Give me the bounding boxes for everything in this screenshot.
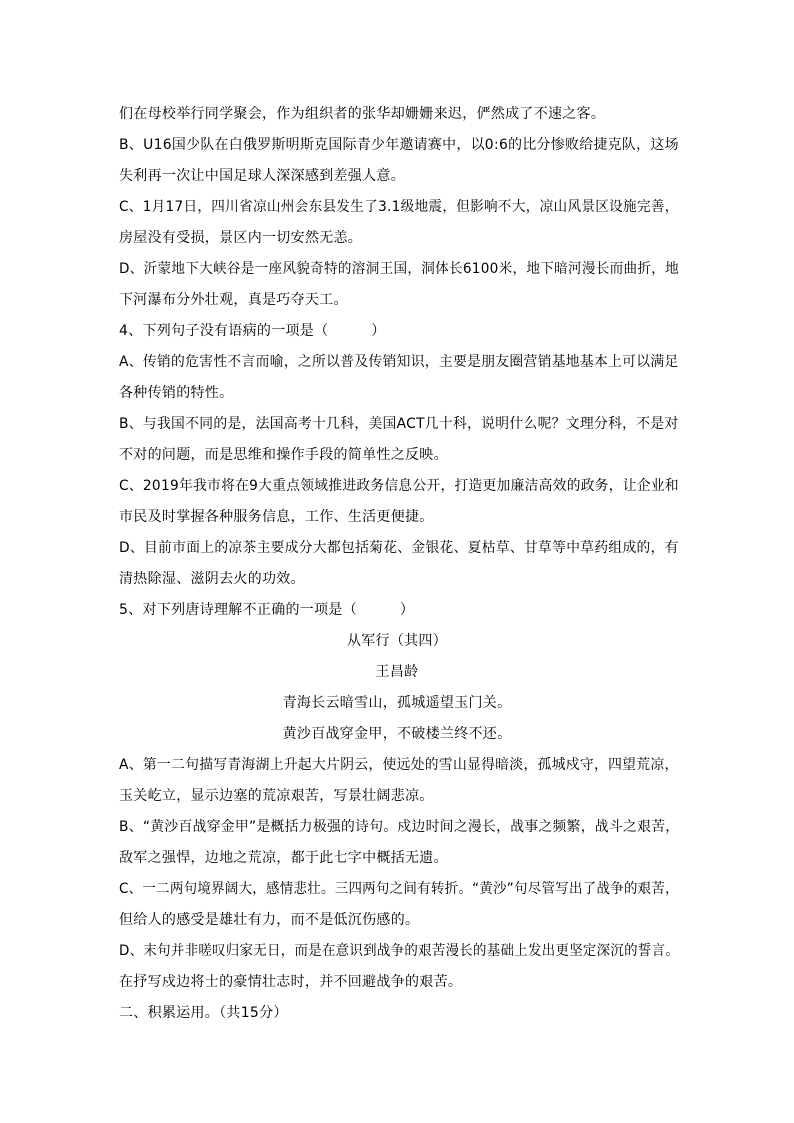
text-line: A、第一二句描写青海湖上升起大片阴云，使远处的雪山显得暗淡，孤城戍守，四望荒凉， bbox=[119, 757, 679, 773]
text-line: D、末句并非嗟叹归家无日，而是在意识到战争的艰苦漫长的基础上发出更坚定深沉的誓言。 bbox=[119, 943, 680, 959]
text-line: C、2019年我市将在9大重点领域推进政务信息公开，打造更加廉洁高效的政务，让企业和 bbox=[119, 478, 679, 494]
poem-title: 从军行（其四） bbox=[346, 633, 448, 649]
poem-line: 黄沙百战穿金甲，不破楼兰终不还。 bbox=[282, 726, 512, 742]
text-line: D、沂蒙地下大峡谷是一座风貌奇特的溶洞王国，洞体长6100米，地下暗河漫长而曲折，地 bbox=[119, 261, 680, 277]
text-line: 敌军之强悍，边地之荒凉，都于此七字中概括无遗。 bbox=[119, 850, 448, 866]
text-line: B、与我国不同的是，法国高考十几科，美国ACT几十科，说明什么呢？文理分科，不是对 bbox=[119, 416, 679, 432]
text-line: C、1月17日，四川省凉山州会东县发生了3.1级地震，但影响不大，凉山风景区设施完善， bbox=[119, 199, 679, 215]
text-line: 各种传销的特性。 bbox=[119, 385, 234, 401]
section-heading: 二、积累运用。（共15分） bbox=[119, 1005, 288, 1021]
text-line: 失利再一次让中国足球人深深感到差强人意。 bbox=[119, 168, 405, 184]
text-line: A、传销的危害性不言而喻，之所以普及传销知识，主要是朋友圈营销基地基本上可以满足 bbox=[119, 354, 679, 370]
text-line: 玉关屹立，显示边塞的荒凉艰苦，写景壮阔悲凉。 bbox=[119, 788, 434, 804]
question-heading: 5、对下列唐诗理解不正确的一项是（ ） bbox=[119, 602, 415, 618]
text-line: D、目前市面上的凉茶主要成分大都包括菊花、金银花、夏枯草、甘草等中草药组成的，有 bbox=[119, 540, 679, 556]
text-line: 在抒写戍边将士的豪情壮志时，并不回避战争的艰苦。 bbox=[119, 974, 463, 990]
text-line: 但给人的感受是雄壮有力，而不是低沉伤感的。 bbox=[119, 912, 420, 928]
text-line: B、“黄沙百战穿金甲”是概括力极强的诗句。戍边时间之漫长，战事之频繁，战斗之艰苦， bbox=[119, 819, 680, 835]
text-line: 房屋没有受损，景区内一切安然无恙。 bbox=[119, 230, 363, 246]
text-line: 不对的问题，而是思维和操作手段的简单性之反映。 bbox=[119, 447, 448, 463]
poem-line: 青海长云暗雪山，孤城遥望玉门关。 bbox=[282, 695, 512, 711]
text-line: 们在母校举行同学聚会，作为组织者的张华却姗姗来迟，俨然成了不速之客。 bbox=[119, 106, 606, 122]
text-line: 下河瀑布分外壮观，真是巧夺天工。 bbox=[119, 292, 348, 308]
text-line: B、U16国少队在白俄罗斯明斯克国际青少年邀请赛中，以0:6的比分惨败给捷克队，这场 bbox=[119, 137, 679, 153]
text-line: C、一二两句境界阔大，感情悲壮。三四两句之间有转折。“黄沙”句尽管写出了战争的艰苦， bbox=[119, 881, 679, 897]
text-line: 市民及时掌握各种服务信息，工作、生活更便捷。 bbox=[119, 509, 434, 525]
question-heading: 4、下列句子没有语病的一项是（ ） bbox=[119, 323, 386, 339]
poem-author: 王昌龄 bbox=[375, 664, 419, 680]
text-line: 清热除湿、滋阴去火的功效。 bbox=[119, 571, 305, 587]
